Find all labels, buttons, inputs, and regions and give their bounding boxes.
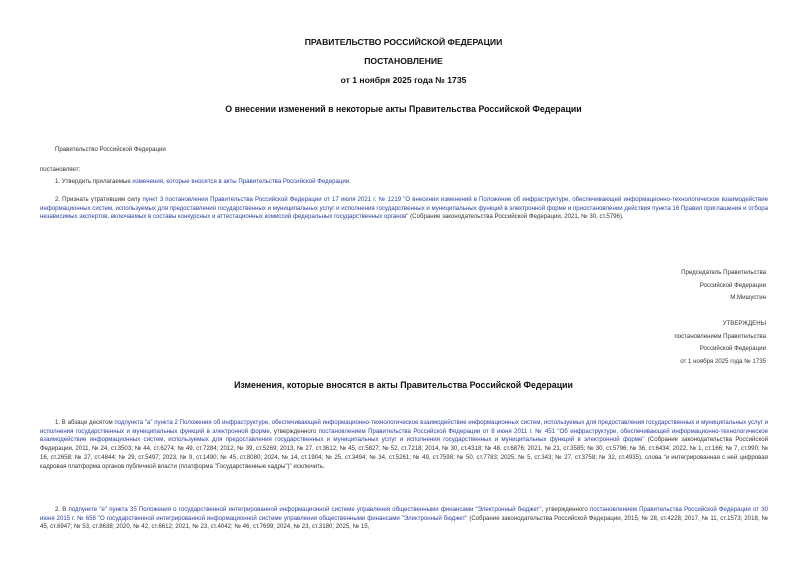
change-2-link-2[interactable]: постановлением Правительства Российской Федерации от 30 июня 2015 г. № 658 "О государственной интегрированной информационной системе управления общественными финансами "Электронный бюджет" [40, 506, 768, 522]
approval-line-3: от 1 ноября 2025 года № 1735 [680, 357, 766, 365]
item-1 [55, 178, 351, 187]
change-2 [40, 506, 768, 532]
change-1-middle: , утвержденного [269, 427, 319, 435]
government-heading: ПРАВИТЕЛЬСТВО РОССИЙСКОЙ ФЕДЕРАЦИИ [304, 37, 503, 47]
decides-text: постановляет: [40, 166, 81, 173]
approval-line-2: Российской Федерации [699, 345, 766, 353]
signature-position-1: Председатель Правительства [681, 269, 766, 276]
change-2-prefix: 2. В [55, 506, 69, 513]
document-date-number: от 1 ноября 2025 года № 1735 [340, 75, 467, 85]
change-2-suffix: (Собрание законодательства Российской Федерации, 2015, № 28, ст.4228; 2017, № 11, ст.1573; 2018, № 45, ст.6947; № 53, ст.8638; 2020, № 42, ст.6612; 2021, № 23, ст.4042; № 46, ст.7699; 2024, № 23, ст.3180; 2025, № 15, [40, 514, 768, 531]
change-1-suffix: (Собрание законодательства Российской Федерации, 2011, № 24, ст.3503; № 44, ст.6274; № 49, ст.7284; 2012, № 39, ст.5269; 2013, № 27, ст.3612; № 45, ст.5827; № 52, ст.7218; 2014, № 30, ст.4318; № 48, ст.6876; 2021, № 21, ст.3585; № 30, ст.5796; № 36, ст.6434; 2022, № 1, ст.166; № 7, ст.990; № 16, ст.2658; № 27, ст.4844; № 29, ст.5497; 2023, № 9, ст.1490; № 45, ст.8080; 2024, № 14, ст.1904; № 25, ст.3494; № 34, ст.5261; № 49, ст.7598; № 50, ст.7783; 2025, № 5, ст.343; № 27, ст.3758; № 32, ст.4935), слова "и интегрированная с ней цифровая кадровая платформа органов публичной власти (платформа "Государственные кадры")" исключить. [40, 436, 768, 470]
item-2-link[interactable]: пункт 3 постановления Правительства Российской Федерации от 17 июля 2021 г. № 1219 "О внесении изменений в Положение об инфраструктуре, обеспечивающей информационно-технологическое взаимодействие информационных систем, используемых для предоставления государственных и муниципальных услуг и исполнения государственных и муниципальных функций в электронной форме и приостановлении действия пункта 16 Правил приглашения и отбора независимых экспертов, включаемых в составы конкурсных и аттестационных комиссий федеральных государственных органов" [40, 196, 769, 221]
item-2-prefix: 2. Признать утратившим силу [55, 196, 143, 203]
signature-block [681, 267, 766, 305]
item-1-prefix: 1. Утвердить прилагаемые [55, 178, 133, 185]
approval-stamp: УТВЕРЖДЕНЫ [722, 320, 766, 327]
document-title: О внесении изменений в некоторые акты Правительства Российской Федерации [225, 104, 582, 114]
changes-title: Изменения, которые вносятся в акты Правительства Российской Федерации [234, 380, 573, 390]
change-1-prefix: 1. В абзаце десятом [55, 419, 115, 426]
intro-text: Правительство Российской Федерации [55, 146, 166, 153]
change-1-link-1[interactable]: подпункта "а" пункта 2 Положения об инфраструктуре, обеспечивающей информационно-технологическое взаимодействие информационных систем, используемых для предоставления государственных и муниципальных услуг и исполнения государственных и муниципальных функций в электронной форме [40, 419, 768, 435]
approval-line-1: постановлением Правительства [674, 332, 766, 340]
item-1-link[interactable]: изменения, которые вносятся в акты Правительства Российской Федерации [132, 178, 350, 185]
signature-position-2: Российской Федерации [699, 281, 766, 289]
change-2-middle: , утвержденного [541, 506, 590, 513]
item-2 [40, 196, 768, 222]
document-type: ПОСТАНОВЛЕНИЕ [364, 56, 443, 66]
change-2-link-1[interactable]: подпункте "е" пункта 35 Положения о государственной интегрированной информационной системе управления общественными финансами "Электронный бюджет" [68, 506, 542, 513]
change-1 [40, 419, 768, 471]
item-1-suffix: . [349, 178, 351, 185]
signature-name: М.Мишустин [730, 294, 766, 302]
change-1-link-2[interactable]: постановлением Правительства Российской Федерации от 8 июня 2011 г. № 451 "Об инфраструктуре, обеспечивающей информационно-технологическое взаимодействие информационных систем, используемых для предоставления государственных и муниципальных услуг и исполнения государственных и муниципальных функций в электронной форме" [40, 427, 768, 444]
approval-block [674, 318, 766, 368]
item-2-suffix: (Собрание законодательства Российской Федерации, 2021, № 30, ст.5796). [408, 213, 624, 221]
